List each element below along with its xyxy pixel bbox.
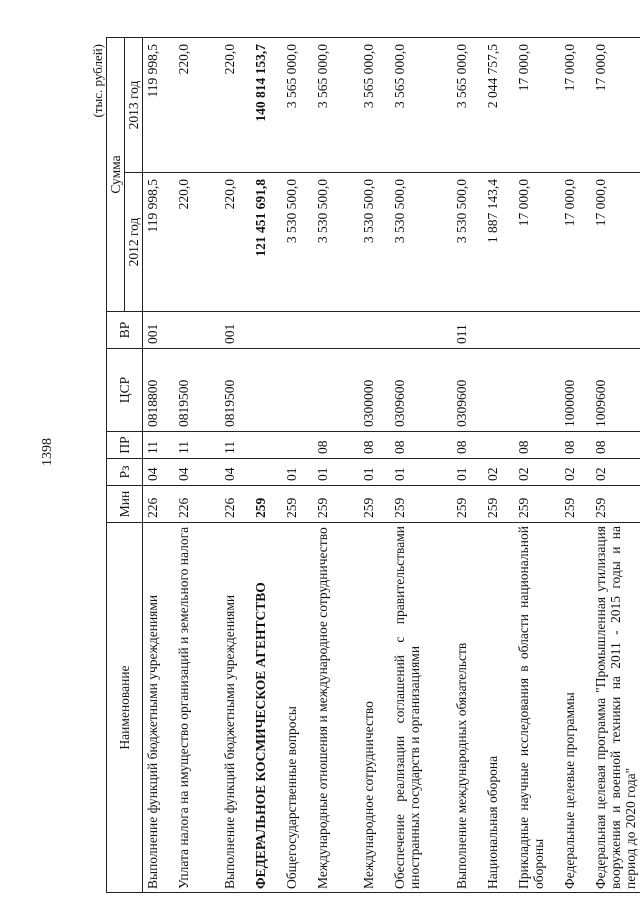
row-value-2013: 140 814 153,7 <box>253 37 284 172</box>
row-vr: 011 <box>454 312 485 349</box>
row-value-2013: 220,0 <box>222 37 253 172</box>
header-name: Наименование <box>107 523 143 893</box>
row-vr <box>315 312 361 349</box>
row-value-2012: 220,0 <box>222 173 253 312</box>
row-pr <box>284 432 315 459</box>
row-min: 226 <box>143 486 177 523</box>
row-rz: 02 <box>593 459 640 486</box>
row-min: 259 <box>392 486 454 523</box>
table-row <box>516 37 562 892</box>
units-label: (тыс. рублей) <box>90 44 105 118</box>
row-rz: 02 <box>485 459 516 486</box>
row-rz: 01 <box>454 459 485 486</box>
table-body <box>143 37 640 892</box>
row-value-2012: 17 000,0 <box>593 173 640 312</box>
row-csr: 0309600 <box>454 349 485 432</box>
row-rz: 04 <box>176 459 222 486</box>
row-value-2013: 3 565 000,0 <box>284 37 315 172</box>
row-pr: 08 <box>593 432 640 459</box>
row-min: 226 <box>176 486 222 523</box>
row-pr: 08 <box>562 432 593 459</box>
header-pr: ПР <box>107 432 143 459</box>
row-pr: 08 <box>454 432 485 459</box>
row-min: 259 <box>485 486 516 523</box>
row-min: 259 <box>562 486 593 523</box>
row-vr <box>562 312 593 349</box>
row-vr: 001 <box>143 312 177 349</box>
table-row <box>485 37 516 892</box>
rotated-table-page <box>90 38 638 893</box>
row-name: Выполнение международных обязательств <box>454 523 485 893</box>
table-row <box>392 37 454 892</box>
row-value-2013: 119 998,5 <box>143 37 177 172</box>
row-rz: 01 <box>284 459 315 486</box>
table-row <box>315 37 361 892</box>
row-value-2013: 3 565 000,0 <box>392 37 454 172</box>
row-vr <box>284 312 315 349</box>
row-name: Выполнение функций бюджетными учреждениями <box>143 523 177 893</box>
row-csr: 0818800 <box>143 349 177 432</box>
row-value-2013: 3 565 000,0 <box>361 37 392 172</box>
row-name: Уплата налога на имущество организаций и земельного налога <box>176 523 222 893</box>
header-min: Мин <box>107 486 143 523</box>
row-pr: 11 <box>222 432 253 459</box>
page-number: 1398 <box>40 438 55 466</box>
row-value-2012: 3 530 500,0 <box>361 173 392 312</box>
row-value-2013: 17 000,0 <box>593 37 640 172</box>
row-name: Международное сотрудничество <box>361 523 392 893</box>
table-row <box>562 37 593 892</box>
row-csr: 0309600 <box>392 349 454 432</box>
row-name: Федеральные целевые программы <box>562 523 593 893</box>
row-name: Выполнение функций бюджетными учреждениями <box>222 523 253 893</box>
row-value-2012: 17 000,0 <box>516 173 562 312</box>
row-pr: 11 <box>143 432 177 459</box>
row-pr <box>253 432 284 459</box>
row-rz: 01 <box>392 459 454 486</box>
row-value-2012: 121 451 691,8 <box>253 173 284 312</box>
row-value-2012: 1 887 143,4 <box>485 173 516 312</box>
row-vr <box>176 312 222 349</box>
row-csr: 0819500 <box>222 349 253 432</box>
row-min: 259 <box>361 486 392 523</box>
table-row <box>361 37 392 892</box>
row-value-2013: 17 000,0 <box>516 37 562 172</box>
header-2013: 2013 год <box>125 37 143 172</box>
row-name: Прикладные научные исследования в области национальной обороны <box>516 523 562 893</box>
row-value-2012: 3 530 500,0 <box>454 173 485 312</box>
row-min: 259 <box>253 486 284 523</box>
row-csr <box>516 349 562 432</box>
header-sum: Сумма <box>107 37 125 311</box>
row-csr: 1009600 <box>593 349 640 432</box>
row-name: Общегосударственные вопросы <box>284 523 315 893</box>
budget-table <box>106 37 640 893</box>
row-csr: 1000000 <box>562 349 593 432</box>
row-value-2013: 3 565 000,0 <box>315 37 361 172</box>
row-min: 259 <box>593 486 640 523</box>
row-name: Международные отношения и международное сотрудничество <box>315 523 361 893</box>
row-vr <box>516 312 562 349</box>
row-value-2013: 3 565 000,0 <box>454 37 485 172</box>
row-min: 259 <box>454 486 485 523</box>
row-vr <box>485 312 516 349</box>
table-row <box>454 37 485 892</box>
row-name: ФЕДЕРАЛЬНОЕ КОСМИЧЕСКОЕ АГЕНТСТВО <box>253 523 284 893</box>
row-pr: 11 <box>176 432 222 459</box>
table-row <box>222 37 253 892</box>
row-name: Национальная оборона <box>485 523 516 893</box>
row-csr: 0300000 <box>361 349 392 432</box>
row-min: 259 <box>315 486 361 523</box>
row-value-2012: 119 998,5 <box>143 173 177 312</box>
row-vr: 001 <box>222 312 253 349</box>
row-value-2012: 220,0 <box>176 173 222 312</box>
table-row <box>593 37 640 892</box>
row-min: 259 <box>284 486 315 523</box>
row-csr <box>284 349 315 432</box>
row-pr <box>485 432 516 459</box>
row-rz: 01 <box>315 459 361 486</box>
row-rz: 02 <box>516 459 562 486</box>
header-rz: Рз <box>107 459 143 486</box>
row-name: Обеспечение реализации соглашений с правительствами иностранных государств и организациями <box>392 523 454 893</box>
row-csr <box>315 349 361 432</box>
row-vr <box>253 312 284 349</box>
row-value-2013: 17 000,0 <box>562 37 593 172</box>
header-vr: ВР <box>107 312 143 349</box>
row-vr <box>361 312 392 349</box>
row-value-2012: 3 530 500,0 <box>392 173 454 312</box>
row-rz: 01 <box>361 459 392 486</box>
row-value-2012: 3 530 500,0 <box>284 173 315 312</box>
row-min: 226 <box>222 486 253 523</box>
row-csr <box>253 349 284 432</box>
header-2012: 2012 год <box>125 173 143 312</box>
row-pr: 08 <box>516 432 562 459</box>
row-pr: 08 <box>392 432 454 459</box>
table-row <box>284 37 315 892</box>
table-row <box>143 37 177 892</box>
row-csr <box>485 349 516 432</box>
row-pr: 08 <box>361 432 392 459</box>
row-vr <box>392 312 454 349</box>
row-value-2012: 17 000,0 <box>562 173 593 312</box>
row-rz: 04 <box>222 459 253 486</box>
row-name: Федеральная целевая программа "Промышленная утилизация вооружения и военной техники на 2011 - 2015 годы и на период до 2020 года" <box>593 523 640 893</box>
row-value-2013: 2 044 757,5 <box>485 37 516 172</box>
row-vr <box>593 312 640 349</box>
row-rz <box>253 459 284 486</box>
row-min: 259 <box>516 486 562 523</box>
row-rz: 04 <box>143 459 177 486</box>
row-value-2012: 3 530 500,0 <box>315 173 361 312</box>
header-csr: ЦСР <box>107 349 143 432</box>
row-rz: 02 <box>562 459 593 486</box>
table-row <box>176 37 222 892</box>
table-header <box>107 37 143 892</box>
row-csr: 0819500 <box>176 349 222 432</box>
row-pr: 08 <box>315 432 361 459</box>
table-row <box>253 37 284 892</box>
row-value-2013: 220,0 <box>176 37 222 172</box>
